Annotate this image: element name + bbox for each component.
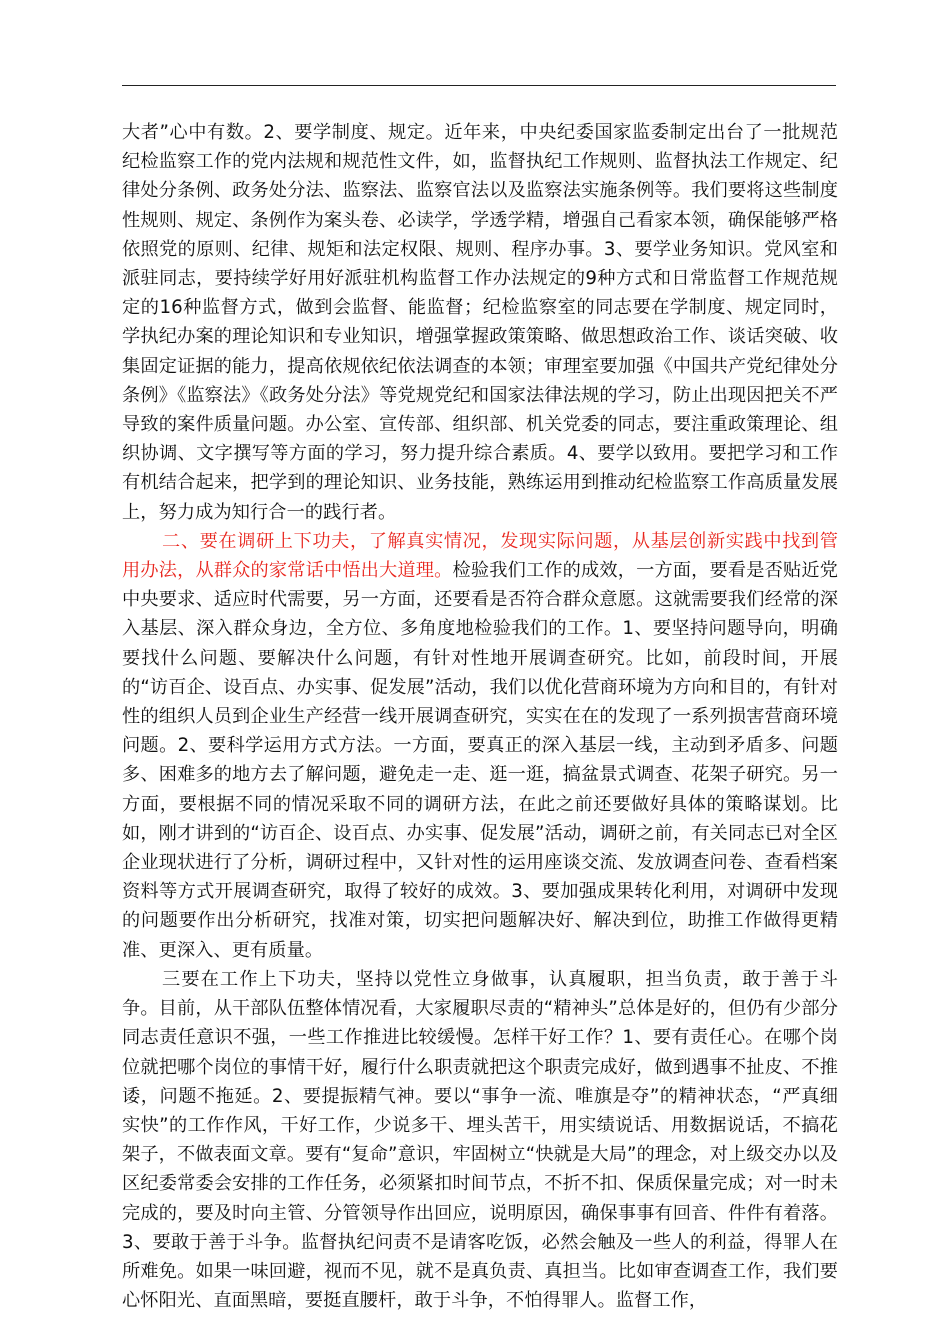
paragraph-3-text: 三要在工作上下功夫，坚持以党性立身做事，认真履职，担当负责，敢于善于斗争。目前，从干部队伍整体情况看，大家履职尽责的“精神头”总体是好的，但仍有少部分同志责任意识不强，一些工作推进比较缓慢。怎样干好工作？1、要有责任心。在哪个岗位就把哪个岗位的事情干好，履行什么职责就把这个职责完成好，做到遇事不扯皮、不推诿，问题不拖延。2、要提振精气神。要以“事争一流、唯旗是夺”的精神状态，“严真细实快”的工作作风，干好工作，少说多干、埋头苦干，用实绩说话、用数据说话，不搞花架子，不做表面文章。要有“复命”意识，牢固树立“快就是大局”的理念，对上级交办以及区纪委常委会安排的工作任务，必须紧扣时间节点，不折不扣、保质保量完成；对一时未完成的，要及时向主管、分管领导作出回应，说明原因，确保事事有回音、件件有着落。3、要敢于善于斗争。监督执纪问责不是请客吃饭，必然会触及一些人的利益，得罪人在所难免。如果一味回避，视而不见，就不是真负责、真担当。比如审查调查工作，我们要心怀阳光、直面黑暗，要挺直腰杆，敢于斗争，不怕得罪人。监督工作， xyxy=(122,968,838,1312)
paragraph-1 xyxy=(122,118,838,527)
header-rule xyxy=(122,85,836,86)
section-heading-2: 二、要在调研上下功夫，了解真实情况，发现实际问题，从基层创新实践中找到管用办法，从群众的家常话中悟出大道理。 xyxy=(122,530,838,582)
paragraph-1-text: 大者”心中有数。2、要学制度、规定。近年来，中央纪委国家监委制定出台了一批规范纪检监察工作的党内法规和规范性文件，如，监督执纪工作规则、监督执法工作规定、纪律处分条例、政务处分法、监察法、监察官法以及监察法实施条例等。我们要将这些制度性规则、规定、条例作为案头卷、必读学，学透学精，增强自己看家本领，确保能够严格依照党的原则、纪律、规矩和法定权限、规则、程序办事。3、要学业务知识。党风室和派驻同志，要持续学好用好派驻机构监督工作办法规定的9种方式和日常监督工作规范规定的16种监督方式，做到会监督、能监督；纪检监察室的同志要在学制度、规定同时，学执纪办案的理论知识和专业知识，增强掌握政策策略、做思想政治工作、谈话突破、收集固定证据的能力，提高依规依纪依法调查的本领；审理室要加强《中国共产党纪律处分条例》《监察法》《政务处分法》等党规党纪和国家法律法规的学习，防止出现因把关不严导致的案件质量问题。办公室、宣传部、组织部、机关党委的同志，要注重政策理论、组织协调、文字撰写等方面的学习，努力提升综合素质。4、要学以致用。要把学习和工作有机结合起来，把学到的理论知识、业务技能，熟练运用到推动纪检监察工作高质量发展上，努力成为知行合一的践行者。 xyxy=(122,122,838,523)
paragraph-2 xyxy=(122,527,838,965)
paragraph-3 xyxy=(122,965,838,1315)
paragraph-2-text: 检验我们工作的成效，一方面，要看是否贴近党中央要求、适应时代需要，另一方面，还要看是否符合群众意愿。这就需要我们经常的深入基层、深入群众身边，全方位、多角度地检验我们的工作。1、要坚持问题导向，明确要找什么问题、要解决什么问题，有针对性地开展调查研究。比如，前段时间，开展的“访百企、设百点、办实事、促发展”活动，我们以优化营商环境为方向和目的，有针对性的组织人员到企业生产经营一线开展调查研究，实实在在的发现了一系列损害营商环境问题。2、要科学运用方式方法。一方面，要真正的深入基层一线，主动到矛盾多、问题多、困难多的地方去了解问题，避免走一走、逛一逛，搞盆景式调查、花架子研究。另一方面，要根据不同的情况采取不同的调研方法，在此之前还要做好具体的策略谋划。比如，刚才讲到的“访百企、设百点、办实事、促发展”活动，调研之前，有关同志已对全区企业现状进行了分析，调研过程中，又针对性的运用座谈交流、发放调查问卷、查看档案资料等方式开展调查研究，取得了较好的成效。3、要加强成果转化利用，对调研中发现的问题要作出分析研究，找准对策，切实把问题解决好、解决到位，助推工作做得更精准、更深入、更有质量。 xyxy=(122,560,838,961)
document-body xyxy=(122,118,838,1315)
